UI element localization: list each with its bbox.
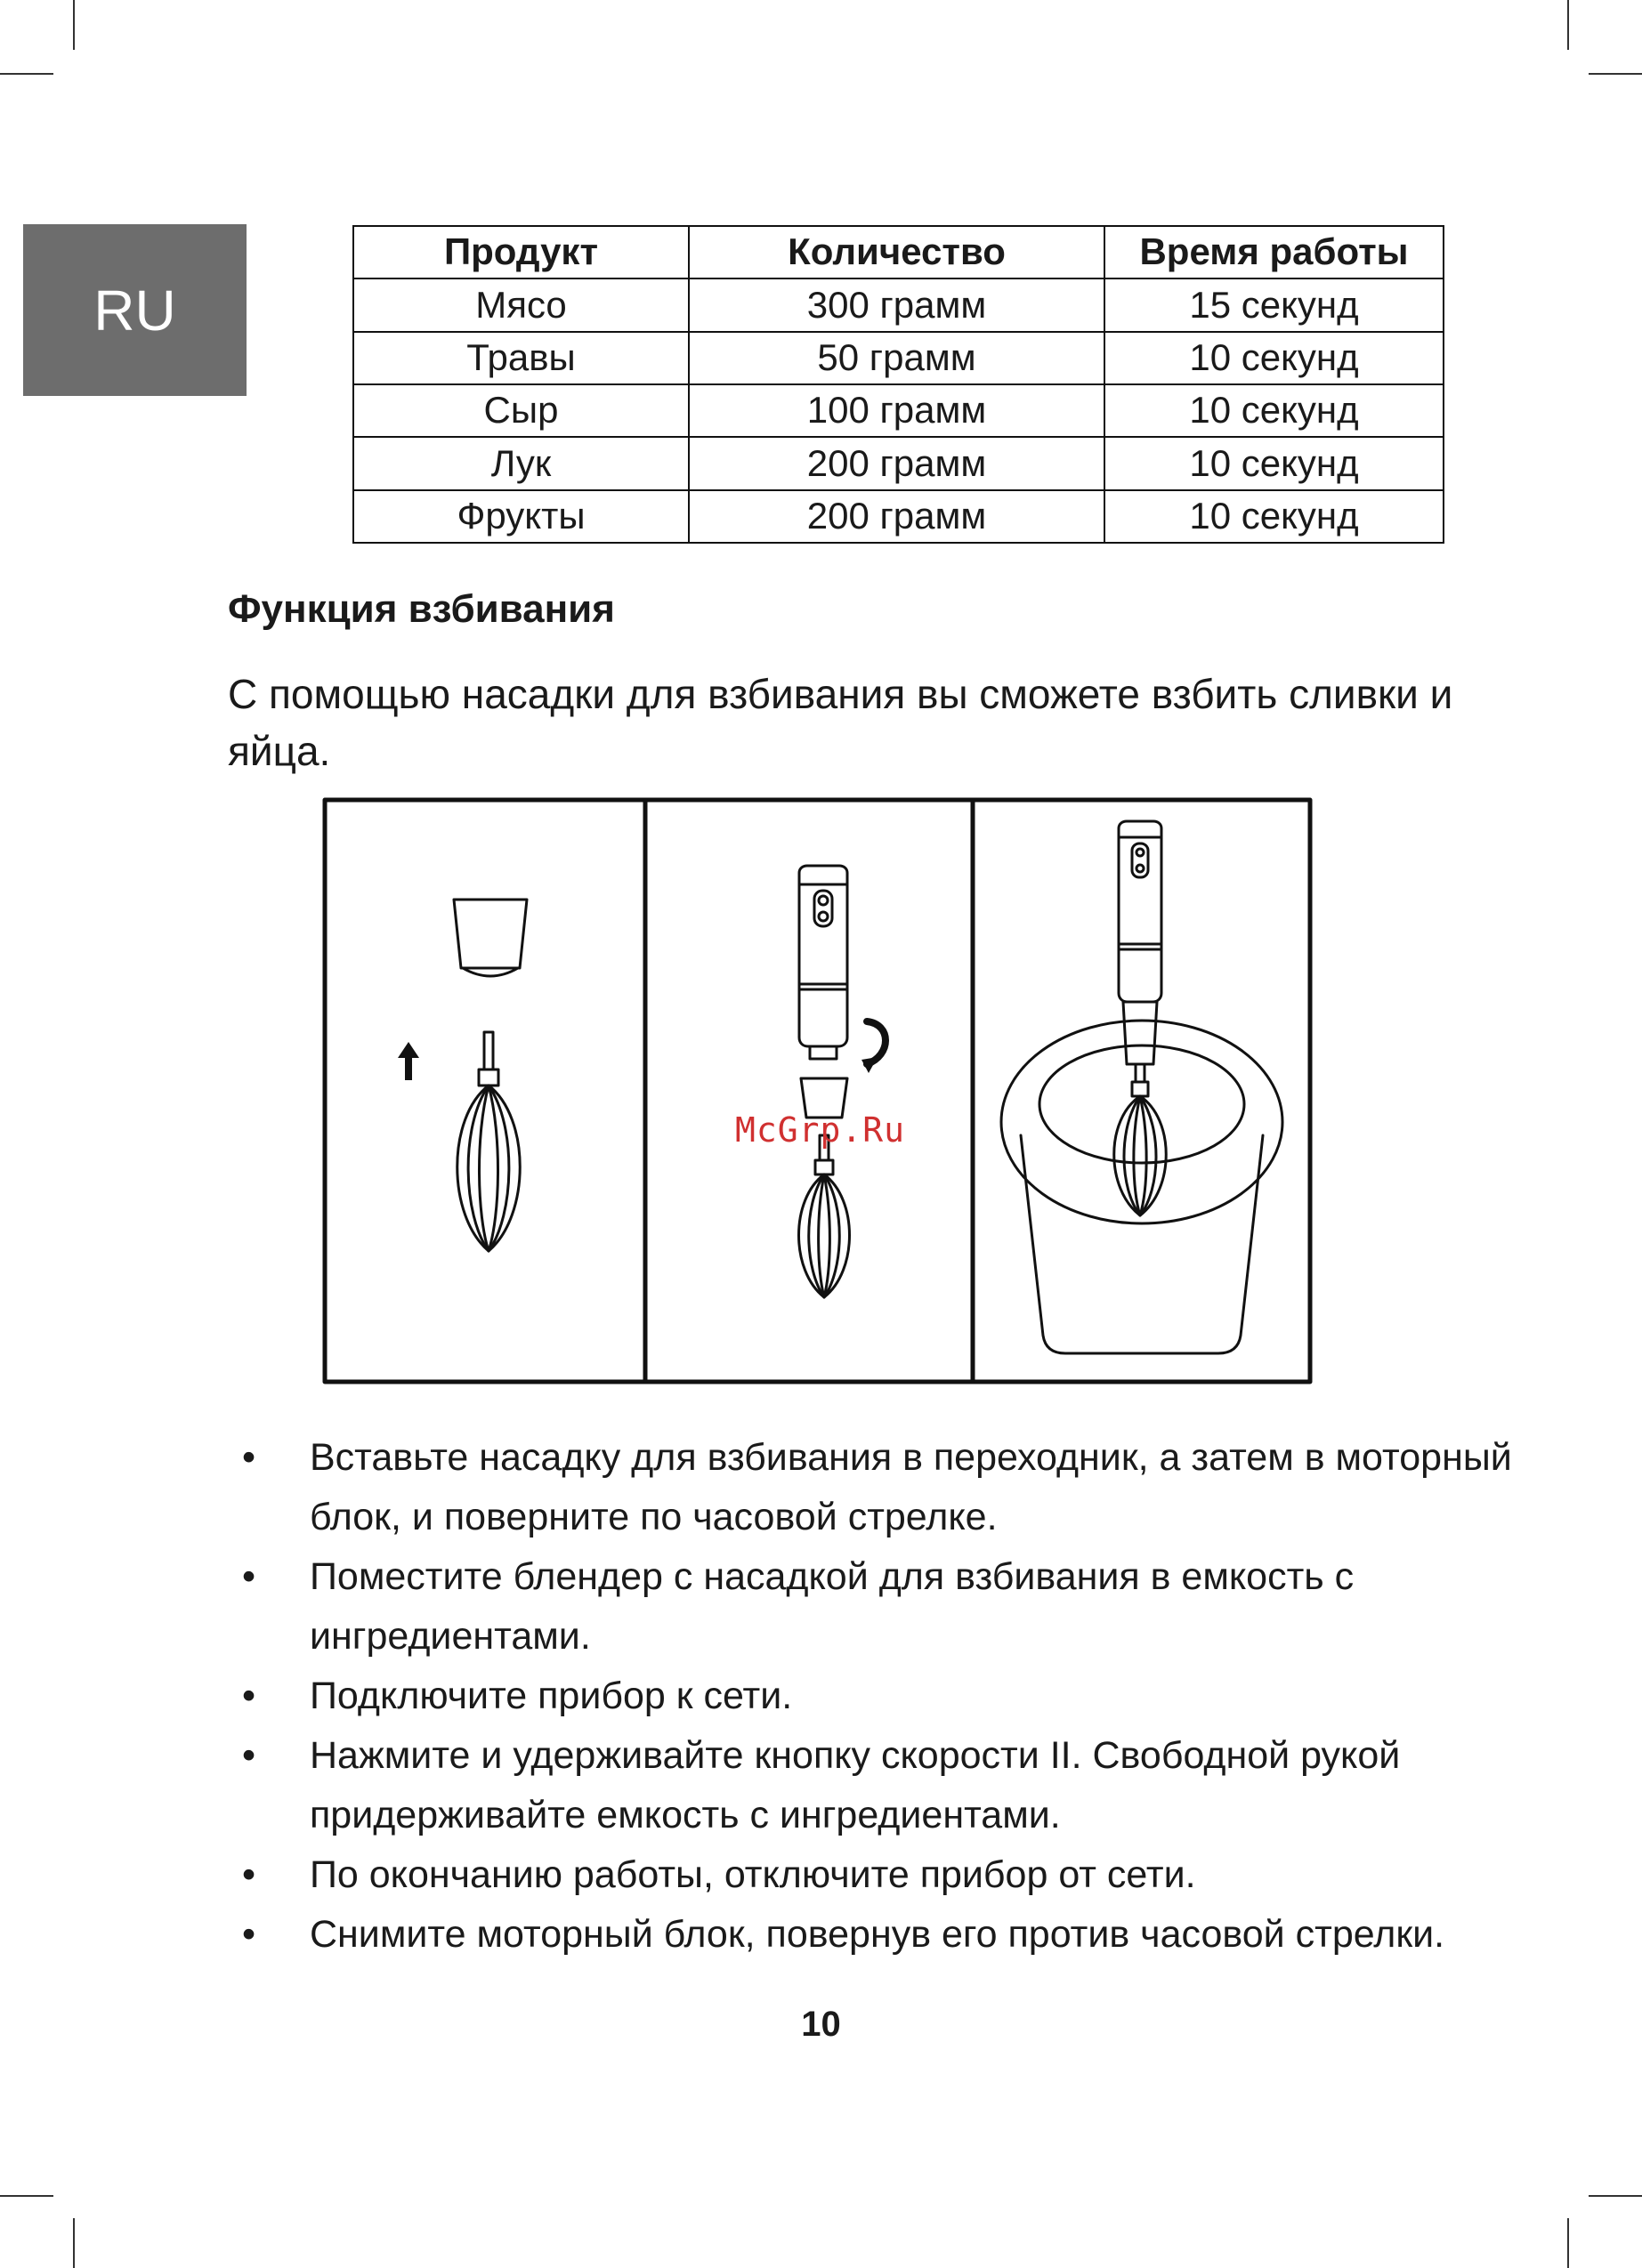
- bullet: •: [242, 1853, 256, 1896]
- list-item: [228, 1547, 1527, 1667]
- cell-product: Лук: [353, 437, 689, 489]
- cell-time: 10 секунд: [1104, 332, 1444, 384]
- bullet: •: [242, 1734, 256, 1777]
- header-quantity: Количество: [689, 226, 1104, 278]
- header-time: Время работы: [1104, 226, 1444, 278]
- step-text: Нажмите и удерживайте кнопку скорости II. Свободной рукой придерживайте емкость с ингредиентами.: [310, 1734, 1401, 1836]
- instruction-list: [228, 1428, 1527, 1965]
- table-row: [353, 490, 1444, 543]
- whisk-icon: [1114, 1064, 1167, 1215]
- cell-quantity: 100 грамм: [689, 384, 1104, 437]
- step-text: Подключите прибор к сети.: [310, 1675, 793, 1717]
- cell-quantity: 200 грамм: [689, 490, 1104, 543]
- list-item: [228, 1905, 1527, 1965]
- cell-time: 10 секунд: [1104, 490, 1444, 543]
- section-intro: С помощью насадки для взбивания вы сможете взбить сливки и яйца.: [228, 671, 1453, 774]
- bullet: •: [242, 1555, 256, 1598]
- bullet: •: [242, 1913, 256, 1956]
- section-heading: Функция взбивания: [228, 587, 615, 631]
- table-row: [353, 437, 1444, 489]
- crop-mark: [1567, 0, 1569, 50]
- panel-1-adapter-and-whisk: [398, 900, 527, 1251]
- panel-2-attach-to-motor: [799, 866, 886, 1297]
- cell-product: Фрукты: [353, 490, 689, 543]
- list-item: [228, 1428, 1527, 1547]
- step-text: По окончанию работы, отключите прибор от сети.: [310, 1853, 1196, 1896]
- step-text: Снимите моторный блок, повернув его против часовой стрелки.: [310, 1913, 1445, 1956]
- page-number: 10: [801, 2005, 841, 2044]
- cell-time: 10 секунд: [1104, 384, 1444, 437]
- table-header-row: [353, 226, 1444, 278]
- crop-mark: [1567, 2218, 1569, 2268]
- cell-product: Сыр: [353, 384, 689, 437]
- list-item: [228, 1726, 1527, 1845]
- step-text: Вставьте насадку для взбивания в переходник, а затем в моторный блок, и поверните по часовой стрелке.: [310, 1436, 1512, 1538]
- watermark: McGrp.Ru: [735, 1110, 906, 1150]
- cell-quantity: 50 грамм: [689, 332, 1104, 384]
- crop-mark: [1589, 73, 1642, 75]
- whisk-assembly-illustration: [322, 797, 1313, 1384]
- bullet: •: [242, 1436, 256, 1479]
- crop-mark: [73, 0, 75, 50]
- cell-product: Травы: [353, 332, 689, 384]
- table-row: [353, 332, 1444, 384]
- language-tab: RU: [23, 224, 247, 396]
- cell-time: 15 секунд: [1104, 278, 1444, 331]
- bowl-icon: [1001, 1021, 1282, 1353]
- rotate-clockwise-icon: [861, 1021, 886, 1073]
- bullet: •: [242, 1675, 256, 1717]
- step-text: Поместите блендер с насадкой для взбивания в емкость с ингредиентами.: [310, 1555, 1355, 1658]
- cell-product: Мясо: [353, 278, 689, 331]
- cell-quantity: 300 грамм: [689, 278, 1104, 331]
- gearbox-adapter-icon: [454, 900, 527, 976]
- list-item: [228, 1845, 1527, 1905]
- panel-3-blender-in-bowl: [1001, 821, 1282, 1353]
- processing-time-table: [352, 225, 1444, 544]
- cell-quantity: 200 грамм: [689, 437, 1104, 489]
- motor-unit-icon: [799, 866, 847, 1059]
- whisk-icon: [799, 1135, 850, 1297]
- crop-mark: [73, 2218, 75, 2268]
- cell-time: 10 секунд: [1104, 437, 1444, 489]
- whisk-icon: [457, 1032, 521, 1251]
- hand-blender-icon: [1119, 821, 1161, 1064]
- crop-mark: [1589, 2195, 1642, 2197]
- list-item: [228, 1667, 1527, 1726]
- up-arrow-icon: [398, 1042, 419, 1080]
- header-product: Продукт: [353, 226, 689, 278]
- crop-mark: [0, 2195, 53, 2197]
- table-row: [353, 278, 1444, 331]
- table-row: [353, 384, 1444, 437]
- crop-mark: [0, 73, 53, 75]
